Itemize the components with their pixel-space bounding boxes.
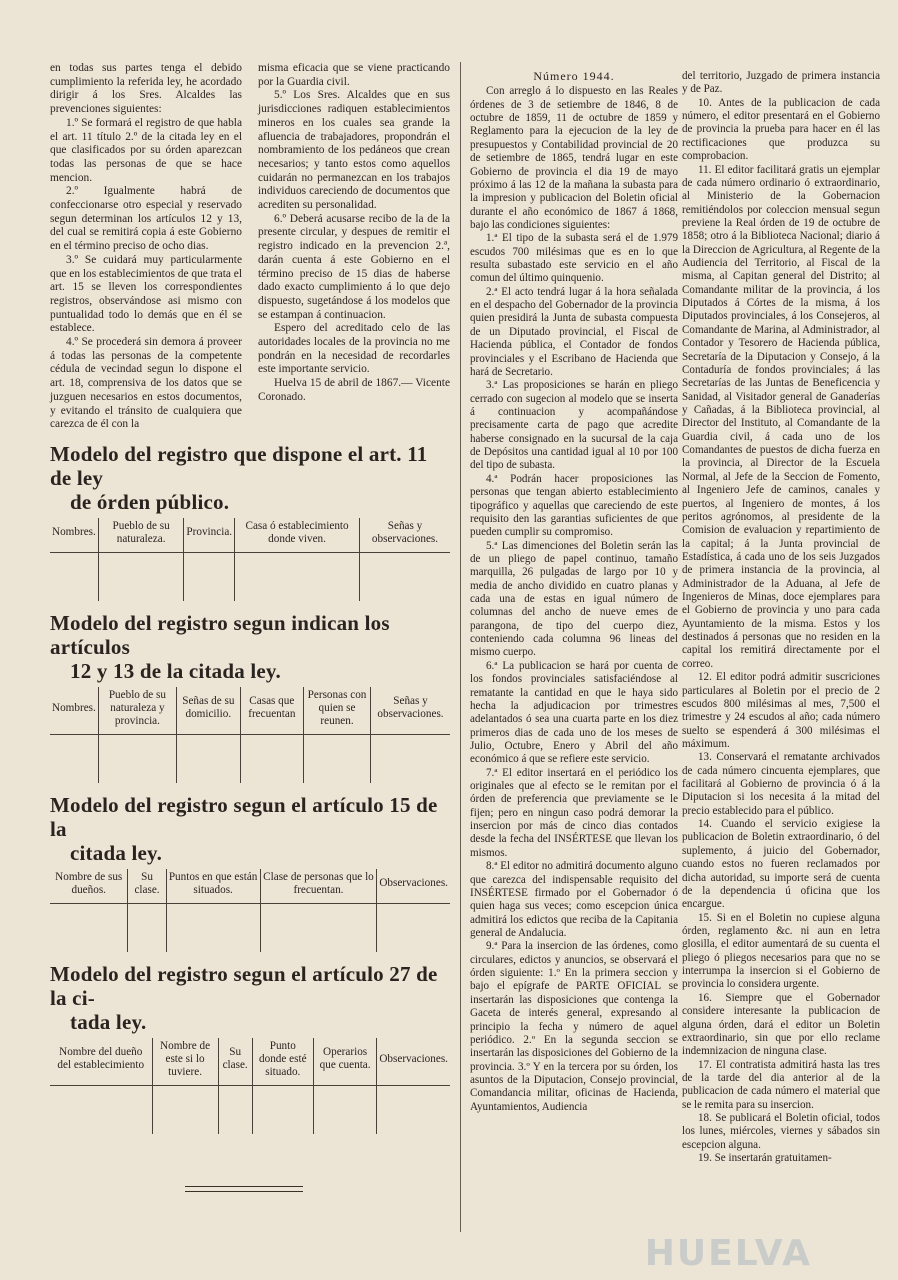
blank-cell: [50, 1085, 152, 1134]
paragraph: 16. Siempre que el Gobernador considere interesante la publicacion de alguna órden, dará el editor un Boletin extraordinario, sin que por ello reclame indemnizacion de ninguna clase.: [682, 991, 880, 1058]
paragraph: Huelva 15 de abril de 1867.— Vicente Coronado.: [258, 377, 450, 403]
paragraph: Espero del acreditado celo de las autoridades locales de la provincia no me pondrán en la necesidad de recordarles este importante servicio.: [258, 322, 450, 376]
paragraph: 18. Se publicará el Boletin oficial, todos los lunes, miércoles, viernes y sábados sin escepcion alguna.: [682, 1112, 880, 1151]
model-title-line-2: de órden público.: [70, 489, 230, 514]
end-rule: [185, 1186, 303, 1192]
paragraph: 17. El contratista admitirá hasta las tres de la tarde del dia anterior al de la publicacion de cada número el material que se le remita para su insercion.: [682, 1058, 880, 1111]
paragraph: 4.º Se procederá sin demora á proveer á todas las personas de la competente cédula de vecindad segun lo dispone el art. 18, comprensiva de los datos que se juzguen necesarios en estos documentos, y evitando el tránsito de cualquiera que carezca de él con la: [50, 336, 242, 431]
paragraph: 6.ª La publicacion se hará por cuenta de los fondos provinciales satisfaciéndose al rematante la cantidad en que le haya sido hecha la adjudicacion por trimestres adelantados ó sea una cuarta parte en los diez primeros dias de cada uno de los meses de Julio, Octubre, Enero y Abril del año económico á que se refiere este servicio.: [470, 659, 678, 766]
paragraph: 5.ª Las dimenciones del Boletin serán las de un pliego de papel continuo, tamaño marquilla, 26 pulgadas de largo por 10 y media de ancho dividido en cuatro planas y cada una de estas en igual número de columnas del ancho de nueve emes de parangona, de tipo del cuerpo diez, conteniendo cada columna 96 lineas del mismo cuerpo.: [470, 539, 678, 659]
blank-cell: [98, 552, 184, 601]
column-header: Señas de su domicilio.: [177, 687, 241, 735]
blank-cell: [235, 552, 360, 601]
column-header: Nombre de este si lo tuviere.: [152, 1038, 218, 1086]
column-header: Punto donde esté situado.: [252, 1038, 313, 1086]
column-header: Observaciones.: [377, 1038, 450, 1086]
column-header: Clase de personas que lo frecuentan.: [260, 869, 377, 904]
model-title-line-2: 12 y 13 de la citada ley.: [70, 658, 281, 683]
paragraph: 4.ª Podrán hacer proposiciones las personas que tengan abierto establecimiento tipográfico y aquellas que careciendo de este requisito den las garantias suficientes de que pueden cumplir su compromiso.: [470, 472, 678, 539]
paragraph: 6.º Deberá acusarse recibo de la de la presente circular, y despues de remitir el registro indicado en la prevencion 2.ª, darán cuenta á este Gobierno en el término preciso de 15 dias de haberse dado exacto cumplimiento á lo que dejo dispuesto, sugetándose á los modelos que se estampan á continuacion.: [258, 212, 450, 321]
blank-cell: [377, 903, 450, 952]
register-model: [50, 611, 450, 783]
blank-cell: [98, 734, 176, 783]
column-header: Operarios que cuenta.: [313, 1038, 376, 1086]
model-title-line-1: Modelo del registro segun el artículo 15 de la: [50, 792, 438, 841]
column-header: Nombres.: [50, 687, 98, 735]
model-title-line-1: Modelo del registro que dispone el art. 11 de ley: [50, 441, 428, 490]
column-header: Observaciones.: [377, 869, 450, 904]
paragraph: 7.ª El editor insertará en el periódico los originales que al efecto se le remitan por el órden de preferencia que previamente se le fijen; pero en ningun caso podrá demorar la insercion por más de cinco dias contados desde la fecha del INSÉRTESE que llevan los mismos.: [470, 766, 678, 859]
register-table: [50, 518, 450, 601]
model-title: [50, 611, 450, 683]
model-title-line-2: citada ley.: [70, 840, 163, 865]
model-title-line-1: Modelo del registro segun indican los artículos: [50, 610, 390, 659]
blank-cell: [240, 734, 303, 783]
paragraph: 11. El editor facilitará gratis un ejemplar de cada número ordinario ó extraordinario, al Ministerio de la Gobernacion remitiéndolos por coleccion mensual segun previene la Real órden de 19 de octubre de 1858; otro á la Biblioteca Nacional; diario á la Direccion de Agricultura, al Regente de la Audiencia del Territorio, al Fiscal de la misma, al Capitan general del Distrito; al Comandante militar de la provincia, á los Diputados á Córtes de la misma, á los Diputados provinciales, á los Consejeros, al Comandante de Marina, al Administrador, al Contador y Tesorero de Hacienda pública, Secretaría de la Diputacion y Consejo, á la Contaduría de fondos provinciales; á las Secretarías de las Juntas de Beneficencia y Sanidad, al Visitador general de Ganaderías y Cañadas, á la Biblioteca provincial, al Director del Instituto, al Comandante de la Guardia civil, á cada uno de los Comandantes de puestos de dicha fuerza en la provincia, al Director de la Escuela Normal, al Jefe de la Seccion de Fomento, al Ingeniero Jefe de caminos, canales y puertos, al Ingeniero de montes, á los peritos agrónomos, al presidente de la Comision de evaluacion y repartimiento de la capital; á la Junta provincial de Estadística, á cada uno de los seis Juzgados de primera instancia de la provincia, al Administrador de la Aduana, al Jefe de Ingenieros de Minas, doce ejemplares para el Gobierno de provincia y uno para cada Ayuntamiento de la misma. Estos y los destinados á personas que no residen en la capital los remitirá directamente por el correo.: [682, 163, 880, 670]
paragraph: 1.º Se formará el registro de que habla el art. 11 título 2.º de la citada ley en el que clasificados por su órden aparezcan todas las personas de que se hace mencion.: [50, 116, 242, 184]
column-header: Personas con quien se reunen.: [304, 687, 371, 735]
text-column-1: [50, 62, 242, 432]
register-table: [50, 1038, 450, 1134]
register-table: [50, 869, 450, 952]
model-title-line-2: tada ley.: [70, 1009, 147, 1034]
paragraph: 19. Se insertarán gratuitamen-: [698, 1152, 832, 1165]
column-header: Pueblo de su naturaleza.: [98, 518, 184, 553]
paragraph: 8.ª El editor no admitirá documento alguno que carezca del indispensable requisito del INSÉRTESE firmado por el Gobernador ó quien haga sus veces; como escepcion única admitirá los edictos que reciba de la Capitania general de Andalucia.: [470, 860, 678, 939]
column-divider: [460, 62, 461, 1232]
paragraph: 9.ª Para la insercion de las órdenes, como circulares, edictos y anuncios, se observará el órden siguiente: 1.º En la primera seccion y bajo el epígrafe de PARTE OFICIAL se insertarán las disposiciones que contenga la Gaceta de interés general, expresando al principio la fecha y número de aquel periódico. 2.º En la segunda seccion se insertarán las disposiciones del Gobierno de la provincia. 3.º Y en la tercera por su órden, los asuntos de la Diputacion, Consejo provincial, Comandancia militar, oficinas de Hacienda, Ayuntamientos, Audiencia: [470, 940, 678, 1113]
text-column-2: [258, 62, 450, 432]
paragraph: 2.ª El acto tendrá lugar á la hora señalada en el despacho del Gobernador de la provincia quien presidirá la Junta de subasta compuesta de un Diputado provincial, el Fiscal de Hacienda pública, el Contador de fondos provinciales y el Escribano de Hacienda que hará de Secretario.: [470, 285, 678, 378]
blank-cell: [371, 734, 450, 783]
blank-cell: [50, 903, 128, 952]
register-models: [50, 442, 450, 1134]
paragraph: 5.º Los Sres. Alcaldes que en sus jurisdicciones radiquen establecimientos mineros en los cuales sea grande la afluencia de trabajadores, propondrán el nombramiento de los pedáneos que crean necesarios; y tanto estos como aquellos cuidarán no permanezcan en los trabajos individuos careciendo de documentos que acrediten su personalidad.: [258, 89, 450, 212]
blank-cell: [177, 734, 241, 783]
blank-cell: [166, 903, 260, 952]
blank-cell: [360, 552, 451, 601]
model-title: [50, 793, 450, 865]
circular-text: [50, 62, 450, 432]
column-header: Nombres.: [50, 518, 98, 553]
blank-cell: [313, 1085, 376, 1134]
model-title-line-1: Modelo del registro segun el artículo 27 de la ci-: [50, 961, 438, 1010]
blank-cell: [377, 1085, 450, 1134]
register-model: [50, 793, 450, 952]
column-header: Provincia.: [184, 518, 235, 553]
blank-cell: [50, 552, 98, 601]
column-header: Señas y observaciones.: [360, 518, 451, 553]
paragraph: 14. Cuando el servicio exigiese la publicacion de Boletin extraordinario, ó del suplemento, á juicio del Gobernador, cuando estos no fueren reclamados por dicha autoridad, su importe será de cuenta de la dependencia ú oficina que los encargue.: [682, 818, 880, 911]
notice-number: Número 1944.: [533, 69, 615, 83]
column-header: Pueblo de su naturaleza y provincia.: [98, 687, 176, 735]
model-title: [50, 962, 450, 1034]
column-header: Nombre de sus dueños.: [50, 869, 128, 904]
paragraph: del territorio, Juzgado de primera instancia y de Paz.: [682, 70, 880, 96]
column-header: Su clase.: [218, 1038, 252, 1086]
paragraph: 2.º Igualmente habrá de confeccionarse otro especial y reservado segun determinan los artículos 12 y 13, del cual se remitirá copia á este Gobierno en el término preciso de ocho dias.: [50, 185, 242, 253]
register-table: [50, 687, 450, 783]
blank-cell: [218, 1085, 252, 1134]
blank-cell: [252, 1085, 313, 1134]
blank-cell: [152, 1085, 218, 1134]
blank-cell: [260, 903, 377, 952]
model-title: [50, 442, 450, 514]
archive-watermark: HUELVA: [644, 1233, 812, 1274]
register-model: [50, 442, 450, 601]
paragraph: Con arreglo á lo dispuesto en las Reales órdenes de 3 de setiembre de 1846, 8 de octubre de 1859, 11 de octubre de 1859 y Reglamento para la ejecucion de la ley de presupuestos y Contabilidad provincial de 20 de setiembre de 1865, tendrá lugar en este Gobierno de provincia el dia 19 de mayo próximo á las 12 de la mañana la subasta para la impresion y publicacion del Boletin oficial durante el año económico de 1867 á 1868, bajo las condiciones siguientes:: [470, 85, 678, 231]
paragraph: misma eficacia que se viene practicando por la Guardia civil.: [258, 62, 450, 88]
column-header: Casas que frecuentan: [240, 687, 303, 735]
paragraph: 13. Conservará el rematante archivados de cada número cincuenta ejemplares, que facilitará al Gobierno de provincia ó á la Diputacion si los necesita á la mitad del precio establecido para el público.: [682, 751, 880, 817]
text-column-3: [470, 70, 678, 1114]
paragraph: 12. El editor podrá admitir suscriciones particulares al Boletin por el precio de 2 escudos 800 milésimas al mes, 7,500 el trimestre y 24 escudos al año; cada número suelto se espenderá á 300 milésimas el máximum.: [682, 671, 880, 750]
text-column-4: [682, 70, 880, 1165]
paragraph: 10. Antes de la publicacion de cada número, el editor presentará en el Gobierno de provincia la prueba para hacer en él las rectificaciones que produzca su comprobacion.: [682, 96, 880, 163]
blank-cell: [184, 552, 235, 601]
column-header: Casa ó establecimiento donde viven.: [235, 518, 360, 553]
column-header: Su clase.: [128, 869, 166, 904]
paragraph: 3.ª Las proposiciones se harán en pliego cerrado con sugecion al modelo que se inserta á continuacion y acompañándose precisamente carta de pago que acredite haberse consignado en la sucursal de la caja de Depósitos una cantidad igual al 10 por 100 del tipo de subasta.: [470, 379, 678, 472]
blank-cell: [304, 734, 371, 783]
paragraph: 1.ª El tipo de la subasta será el de 1.979 escudos 700 milésimas que es en lo que resulta subastado este servicio en el año comun del último quinquenio.: [470, 232, 678, 285]
paragraph: 15. Si en el Boletin no cupiese alguna órden, reglamento &c. ni aun en letra glosilla, el editor aumentará de su cuenta el pliego ó pliegos necesarios para que no se interrumpa la insercion si el Gobierno de provincia lo considera urgente.: [682, 911, 880, 991]
left-section: [50, 62, 450, 1134]
blank-cell: [50, 734, 98, 783]
paragraph: en todas sus partes tenga el debido cumplimiento la referida ley, he acordado dirigir á los Sres. Alcaldes las prevenciones siguientes:: [50, 62, 242, 116]
register-model: [50, 962, 450, 1134]
blank-cell: [128, 903, 166, 952]
column-header: Señas y observaciones.: [371, 687, 450, 735]
column-header: Nombre del dueño del establecimiento: [50, 1038, 152, 1086]
column-header: Puntos en que están situados.: [166, 869, 260, 904]
auction-conditions: [470, 85, 678, 1114]
paragraph: 3.º Se cuidará muy particularmente que en los establecimientos de que trata el art. 15 se lleven los correspondientes registros, observándose asi mismo con puntualidad todo lo demás que en él se establece.: [50, 253, 242, 335]
